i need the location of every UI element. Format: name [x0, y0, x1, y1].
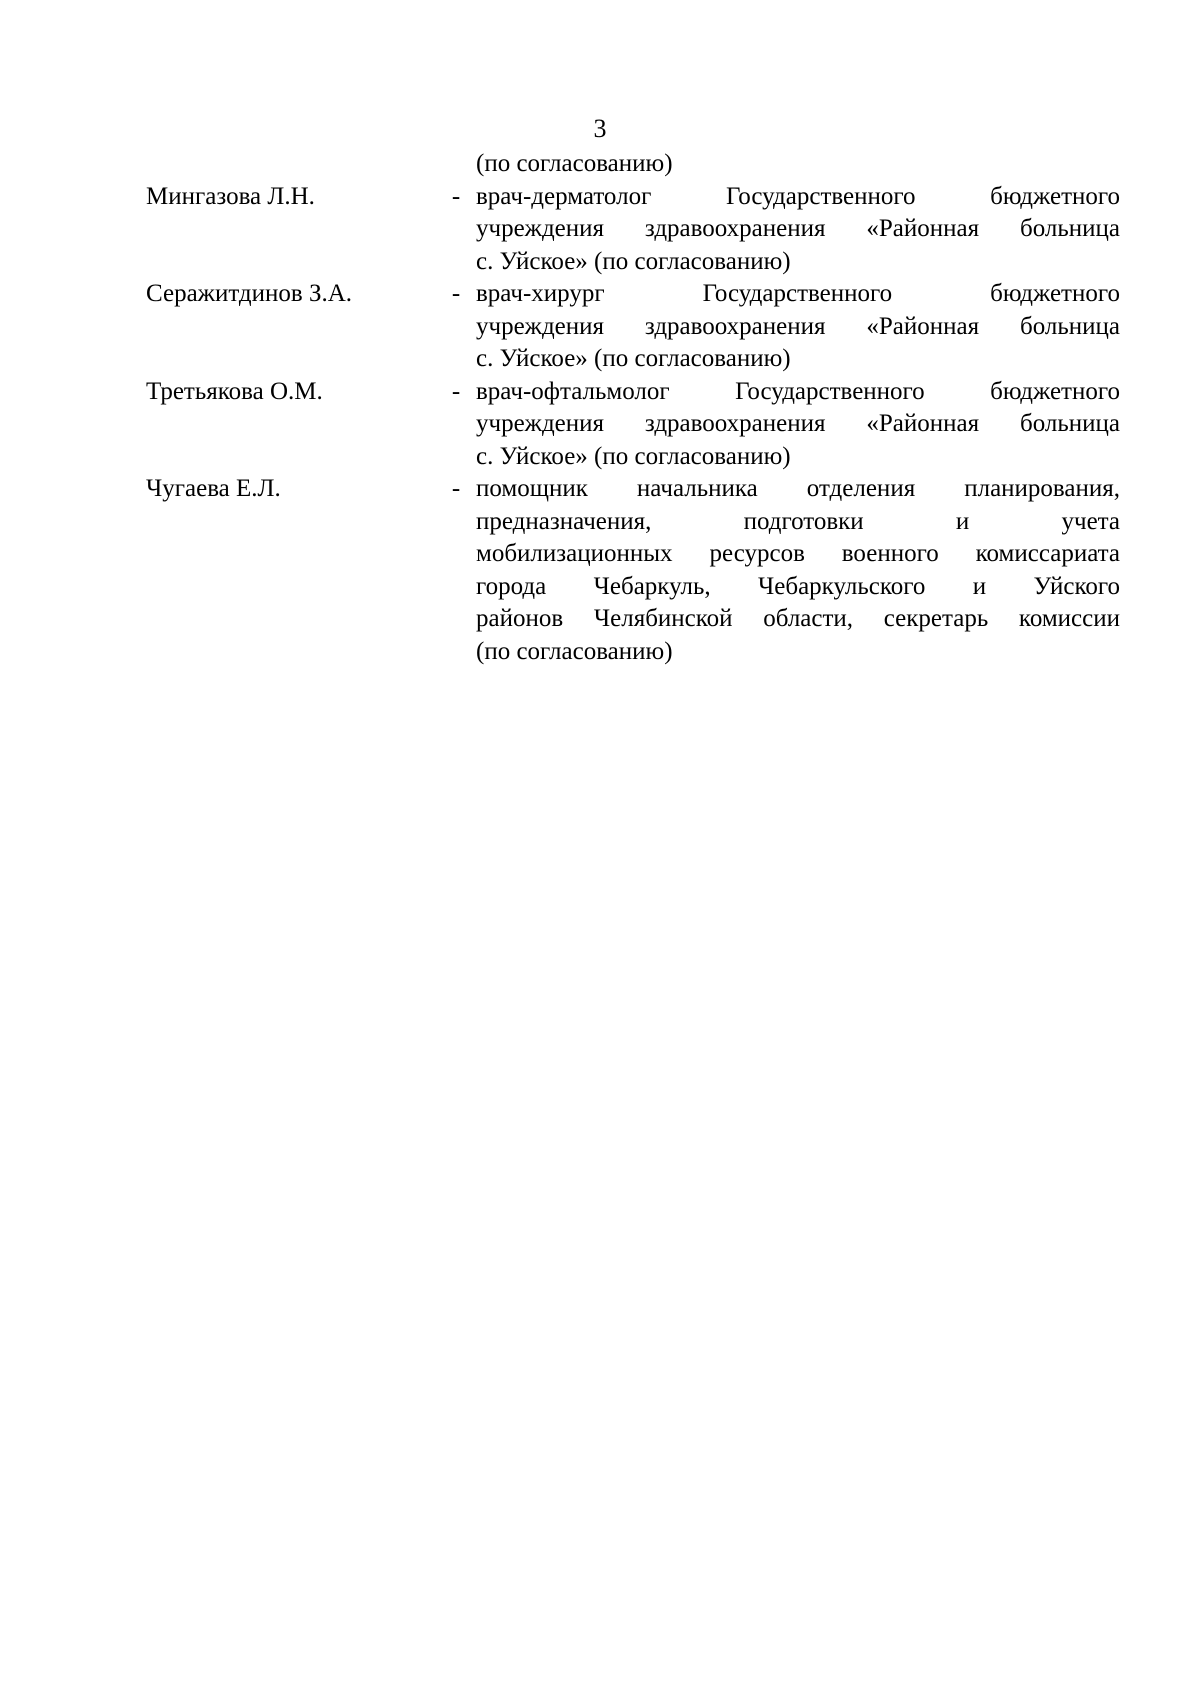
member-entry	[146, 376, 1120, 474]
member-name: Мингазова Л.Н.	[146, 182, 315, 210]
role-line: (по согласованию)	[476, 637, 673, 665]
dash-separator: -	[451, 377, 461, 405]
previous-entry-continuation: (по согласованию)	[476, 150, 673, 177]
role-line: помощник начальника отделения планирования,	[476, 475, 1120, 502]
member-entry	[146, 473, 1120, 668]
role-line: учреждения здравоохранения «Районная больница	[476, 312, 1120, 340]
member-role	[476, 473, 1120, 668]
role-line: с. Уйское» (по согласованию)	[476, 247, 791, 275]
role-line: учреждения здравоохранения «Районная больница	[476, 215, 1120, 242]
commission-members-list	[146, 148, 1120, 668]
member-role	[476, 278, 1120, 376]
member-name: Третьякова О.М.	[146, 377, 323, 405]
page-number: 3	[593, 114, 607, 143]
role-line: учреждения здравоохранения «Районная больница	[476, 410, 1120, 437]
role-line: врач-дерматолог Государственного бюджетного	[476, 182, 1120, 210]
member-entry	[146, 181, 1120, 279]
role-line: предназначения, подготовки и учета	[476, 507, 1120, 535]
member-name: Чугаева Е.Л.	[146, 475, 281, 502]
dash-separator: -	[451, 182, 461, 210]
member-name: Серажитдинов З.А.	[146, 280, 353, 307]
role-line: районов Челябинской области, секретарь комиссии	[476, 605, 1120, 632]
dash-separator: -	[451, 475, 461, 502]
role-line: врач-хирург Государственного бюджетного	[476, 280, 1120, 307]
member-entry	[146, 278, 1120, 376]
role-line: мобилизационных ресурсов военного комиссариата	[476, 540, 1120, 567]
role-line: с. Уйское» (по согласованию)	[476, 442, 791, 470]
role-line: врач-офтальмолог Государственного бюджетного	[476, 377, 1120, 405]
dash-separator: -	[451, 280, 461, 307]
role-line: с. Уйское» (по согласованию)	[476, 345, 791, 372]
member-role	[476, 181, 1120, 279]
member-role	[476, 376, 1120, 474]
role-line: города Чебаркуль, Чебаркульского и Уйского	[476, 572, 1120, 600]
